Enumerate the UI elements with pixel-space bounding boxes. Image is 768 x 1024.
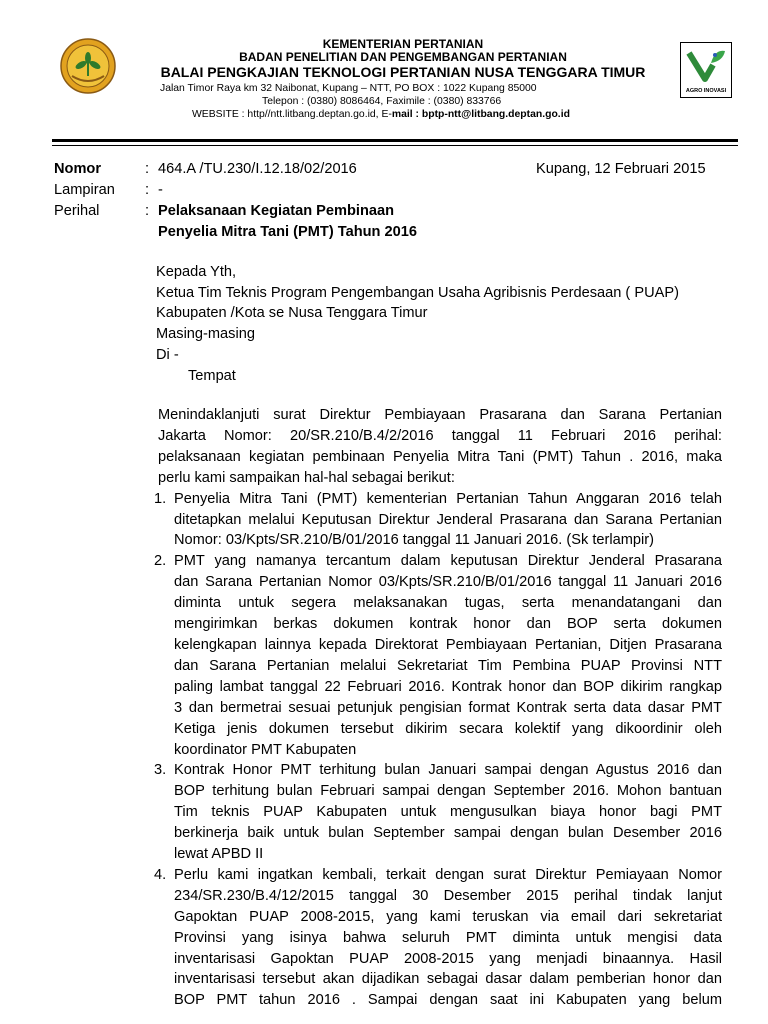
list-line: Nomor: 03/Kpts/SR.210/B/01/2016 tanggal 11 Januari 2016. (Sk terlampir) [174,532,654,549]
list-line: diminta untuk segera melaksanakan tugas, serta menandatangani dan [174,595,722,612]
recipient-region: Kabupaten /Kota se Nusa Tenggara Timur [156,305,428,321]
intro-line: Menindaklanjuti surat Direktur Pembiayaan Prasarana dan Sarana Pertanian [158,407,722,423]
lampiran-label: Lampiran [54,182,115,198]
phone-line: Telepon : (0380) 8086464, Faximile : (0380) 833766 [262,96,502,107]
list-line: BOP PMT tahun 2016 . Sampai dengan saat ini Kabupaten yang belum [174,992,722,1009]
list-line: kelengkapan lainnya kepada Direktorat Pembiayaan Pertanian, Ditjen Prasarana [174,636,722,653]
agro-inovasi-logo [680,42,732,98]
address-line: Jalan Timor Raya km 32 Naibonat, Kupang – NTT, PO BOX : 1022 Kupang 85000 [160,83,537,94]
list-number: 2. [154,553,167,570]
list-line: Provinsi yang isinya bahwa seluruh PMT diminta untuk mengisi data [174,929,722,946]
recipient-each: Masing-masing [156,326,255,342]
list-line: PMT yang namanya tercantum dalam keputusan Direktur Jenderal Prasarana [174,553,722,570]
nomor-colon: : [145,161,150,177]
list-line: Perlu kami ingatkan kembali, terkait dengan surat Direktur Pemiayaan Nomor [174,866,722,883]
nomor-label: Nomor [54,161,102,177]
numbered-list [156,489,722,1012]
list-line: dan Sarana Pertanian Nomor 03/Kpts/SR.210/B/01/2016 tanggal 11 Januari 2016 [174,574,722,591]
list-line: berkinerja baik untuk bulan September sampai dengan bulan Desember 2016 [174,825,722,842]
list-line: dan Sarana Pertanian melalui Sekretariat Tim Pembina PUAP Provinsi NTT [174,657,722,674]
email-text: mail : bptp-ntt@litbang.deptan.go.id [391,109,570,120]
list-line: paling lambat tanggal 22 Februari 2016. Kontrak honor dan BOP dikirim rangkap [174,678,722,695]
list-line: BOP terhitung bulan Februari sampai dengan September 2016. Mohon bantuan [174,783,722,800]
lampiran-value: - [158,182,163,198]
intro-paragraph [158,405,722,489]
list-item [156,865,722,1011]
nomor-value: 464.A /TU.230/I.12.18/02/2016 [158,161,357,177]
list-line: 234/SR.230/B.4/12/2015 tanggal 30 Desember 2015 perihal tindak lanjut [174,887,722,904]
agro-inovasi-label: AGRO INOVASI [685,88,727,94]
place-date: Kupang, 12 Februari 2015 [536,161,706,177]
institute-name: BALAI PENGKAJIAN TEKNOLOGI PERTANIAN NUSA TENGGARA TIMUR [160,64,646,80]
recipient-title: Ketua Tim Teknis Program Pengembangan Usaha Agribisnis Perdesaan ( PUAP) [156,285,679,301]
perihal-line-2: Penyelia Mitra Tani (PMT) Tahun 2016 [158,224,417,240]
list-line: mengirimkan berkas dokumen kontrak honor dan BOP serta dokumen [174,616,722,633]
intro-line: perlu kami sampaikan hal-hal sebagai berikut: [158,469,455,486]
intro-line: Jakarta Nomor: 20/SR.210/B.4/2/2016 tanggal 11 Februari 2016 perihal: [158,427,722,444]
list-line: Tim teknis PUAP Kabupaten untuk mengusulkan biaya honor bagi PMT [174,804,722,821]
website-line [192,109,570,120]
letter-body [154,405,722,1011]
recipient-greeting: Kepada Yth, [156,264,237,280]
recipient-di: Di - [156,347,179,363]
intro-line: pelaksanaan kegiatan pembinaan Penyelia Mitra Tani (PMT) Tahun . 2016, maka [158,448,722,465]
ministry-name: KEMENTERIAN PERTANIAN [322,37,484,51]
list-number: 4. [154,866,167,883]
header-rule-thin [52,145,738,146]
perihal-colon: : [145,203,150,219]
recipient-place: Tempat [188,368,236,384]
list-item [156,760,722,865]
header-rule-thick [52,139,738,142]
list-line: ditetapkan melalui Keputusan Direktur Jenderal Prasarana dan Sarana Pertanian [174,511,722,528]
ministry-logo [58,38,118,94]
list-line: Kontrak Honor PMT terhitung bulan Januari sampai dengan Agustus 2016 dan [174,762,722,779]
list-line: koordinator PMT Kabupaten [174,741,357,758]
list-item [156,551,722,760]
website-text: WEBSITE : http//ntt.litbang.deptan.go.id, E- [192,109,392,120]
list-line: Gapoktan PUAP 2008-2015, yang kami teruskan via email dari sekretariat [174,908,722,925]
list-line: lewat APBD II [174,846,264,863]
lampiran-colon: : [145,182,150,198]
list-line: Penyelia Mitra Tani (PMT) kementerian Pertanian Tahun Anggaran 2016 telah [174,490,722,507]
list-line: inventarisasi Gapoktan PUAP 2008-2015 yang menjadi binaannya. Hasil [174,950,722,967]
agency-name: BADAN PENELITIAN DAN PENGEMBANGAN PERTANIAN [239,50,567,64]
list-number: 3. [154,762,167,779]
list-line: inventarisasi tersebut akan dijadikan sebagai dasar dalam pemberian honor dan [174,971,722,988]
list-item [156,489,722,552]
list-line: Ketiga jenis dokumen tersebut dikirim secara kolektif yang dikoordinir oleh [174,720,722,737]
perihal-label: Perihal [54,203,100,219]
list-number: 1. [154,490,167,507]
perihal-line-1: Pelaksanaan Kegiatan Pembinaan [158,203,395,219]
list-line: 3 dan bermetrai sesuai petunjuk pengisian format Kontrak serta data dasar PMT [174,699,722,716]
